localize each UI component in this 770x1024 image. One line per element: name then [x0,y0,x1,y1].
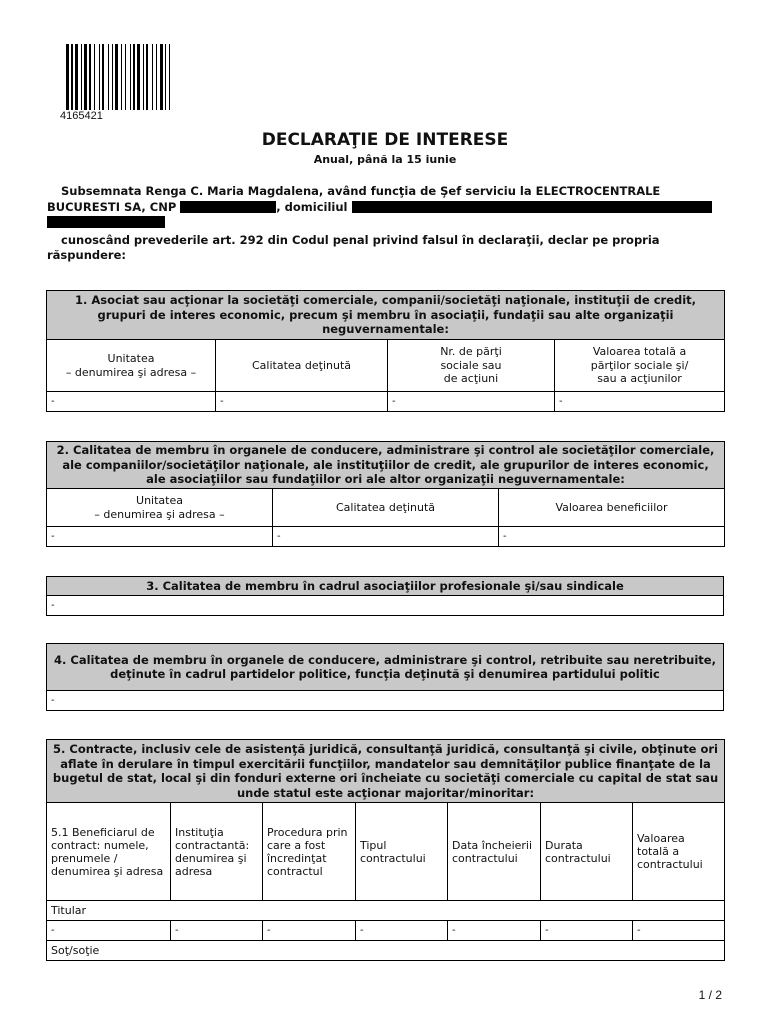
column-contracting-institution: Instituţia contractantă: denumirea şi adresa [171,803,263,901]
section-2-heading: 2. Calitatea de membru în organele de conducere, administrare şi control ale societăţilor comerciale, ale companiilor/societăţilor naţionale, ale instituţiilor de credit, ale grupurilor de interes economic, ale asociaţiilor sau fundaţiilor ori ale altor organizaţii neguvernamentale: [47,442,725,489]
table-cell: - [633,921,725,941]
spouse-label: Soţ/soţie [47,941,725,961]
table-cell: - [47,527,273,547]
section-4-heading: 4. Calitatea de membru în organele de conducere, administrare şi control, retribuite sau neretribuite, deţinute în cadrul partidelor politice, funcţia deţinută şi denumirea partidului politic [47,644,724,691]
table-cell: - [356,921,448,941]
redacted-address-cont [47,216,165,228]
column-unit: Unitatea – denumirea şi adresa – [47,489,273,527]
section-2-table [46,441,725,547]
section-4-table [46,643,724,711]
section-1-table [46,290,725,412]
awareness-text: cunoscând prevederile art. 292 din Codul penal privind falsul în declaraţii, declar pe propria răspundere: [47,233,660,262]
column-procedure: Procedura prin care a fost încredinţat contractul [263,803,356,901]
titular-label: Titular [47,901,725,921]
table-cell: - [171,921,263,941]
column-contract-type: Tipul contractului [356,803,448,901]
column-shares-count: Nr. de părţi sociale sau de acţiuni [388,340,555,392]
column-contract-value: Valoarea totală a contractului [633,803,725,901]
barcode [66,44,244,110]
domicile-label: , domiciliul [276,199,348,214]
table-cell: - [273,527,499,547]
document-title: DECLARAŢIE DE INTERESE [261,130,509,150]
table-cell: - [216,392,388,412]
table-cell: - [555,392,725,412]
redacted-cnp [180,201,276,213]
table-cell: - [541,921,633,941]
section-5-table [46,739,725,961]
declarant-statement [47,184,727,231]
table-cell: - [448,921,541,941]
column-shares-value: Valoarea totală a părţilor sociale şi/ sau a acţiunilor [555,340,725,392]
section-1-heading: 1. Asociat sau acţionar la societăţi comerciale, companii/societăţi naţionale, instituţii de credit, grupuri de interes economic, precum şi membru în asociaţii, fundaţii sau alte organizaţii neguvernamentale: [47,291,725,340]
page-number: 1 / 2 [698,988,722,1002]
column-role: Calitatea deţinută [273,489,499,527]
column-unit: Unitatea – denumirea şi adresa – [47,340,216,392]
table-cell: - [263,921,356,941]
table-cell: - [47,921,171,941]
redacted-address [352,201,712,213]
table-cell: - [499,527,725,547]
table-cell: - [47,596,724,616]
barcode-number: 4165421 [60,110,103,122]
column-role: Calitatea deţinută [216,340,388,392]
section-3-heading: 3. Calitatea de membru în cadrul asociaţiilor profesionale şi/sau sindicale [47,577,724,596]
table-cell: - [388,392,555,412]
document-subtitle: Anual, până la 15 iunie [313,153,457,166]
declarant-text: Subsemnata Renga C. Maria Magdalena, având funcţia de Şef serviciu la ELECTROCENTRALE BUCURESTI SA, CNP [47,184,661,214]
column-contract-date: Data încheierii contractului [448,803,541,901]
section-3-table [46,576,724,616]
awareness-statement [47,233,727,263]
column-contract-duration: Durata contractului [541,803,633,901]
table-cell: - [47,691,724,711]
column-beneficiary: 5.1 Beneficiarul de contract: numele, prenumele / denumirea şi adresa [47,803,171,901]
section-5-heading: 5. Contracte, inclusiv cele de asistenţă juridică, consultanţă juridică, consultanţă şi civile, obţinute ori aflate în derulare în timpul exercitării funcţiilor, mandatelor sau demnităţilor publice finanţate de la bugetul de stat, local şi din fonduri externe ori încheiate cu societăţi comerciale cu capital de stat sau unde statul este acţionar majoritar/minoritar: [47,740,725,803]
table-cell: - [47,392,216,412]
column-benefits: Valoarea beneficiilor [499,489,725,527]
